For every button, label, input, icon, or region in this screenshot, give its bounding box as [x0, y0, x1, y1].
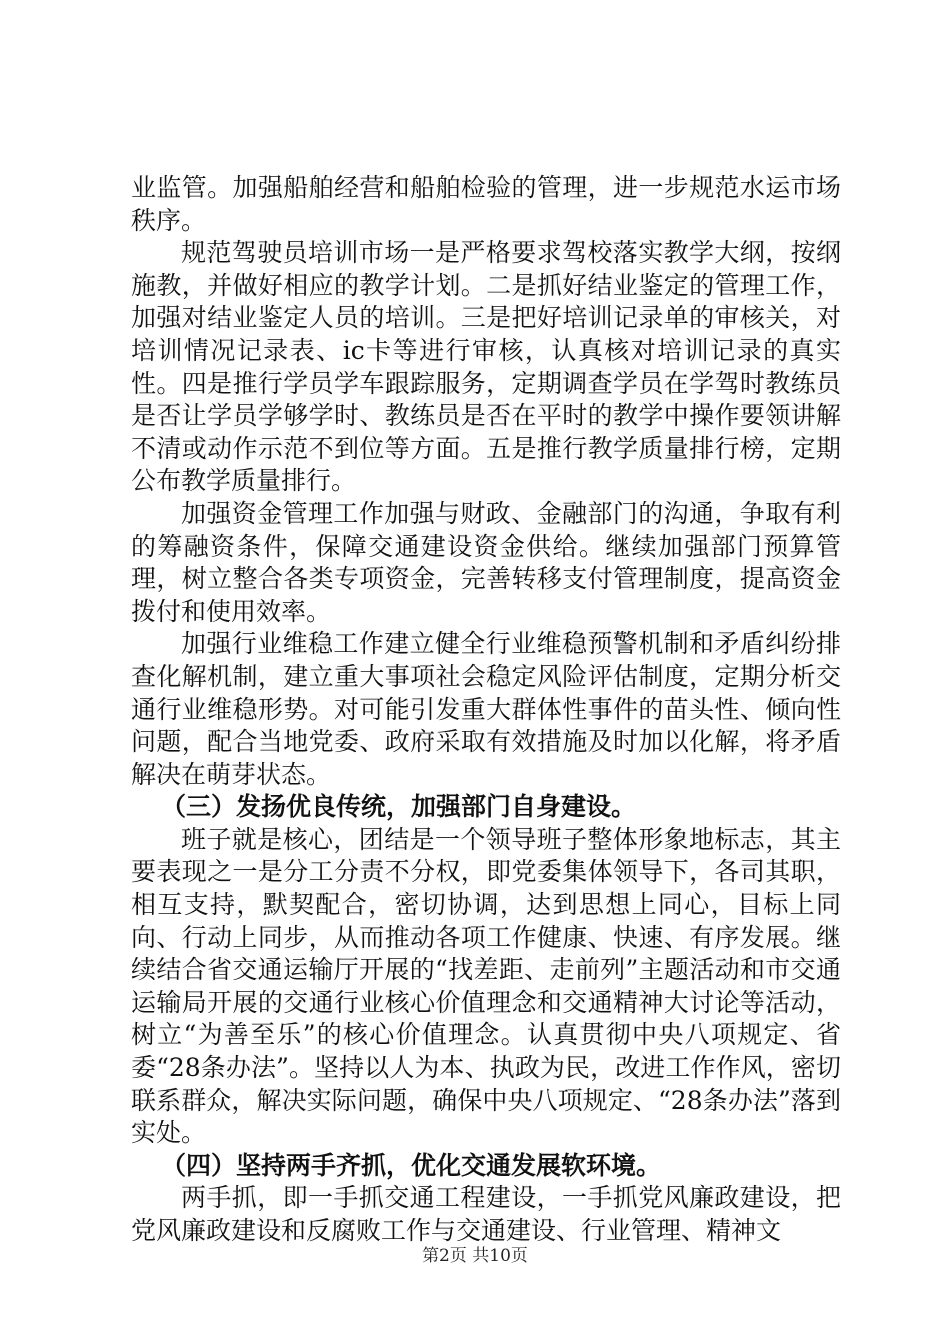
section-heading-three: （三）发扬优良传统，加强部门自身建设。 [161, 792, 637, 822]
paragraph-fund-management: 加强资金管理工作加强与财政、金融部门的沟通，争取有利的筹融资条件，保障交通建设资金供给。继续加强部门预算管理，树立整合各类专项资金，完善转移支付管理制度，提高资金拨付和使用效率。 [131, 498, 841, 626]
paragraph-driver-training: 规范驾驶员培训市场一是严格要求驾校落实教学大纲，按纲施教，并做好相应的教学计划。二是抓好结业鉴定的管理工作，加强对结业鉴定人员的培训。三是把好培训记录单的审核关，对培训情况记录表、ic卡等进行审核，认真核对培训记录的真实性。四是推行学员学车跟踪服务，定期调查学员在学驾时教练员是否让学员学够学时、教练员是否在平时的教学中操作要领讲解不清或动作示范不到位等方面。五是推行教学质量排行榜，定期公布教学质量排行。 [131, 238, 841, 496]
document-body [131, 172, 841, 1248]
paragraph-stability-work: 加强行业维稳工作建立健全行业维稳预警机制和矛盾纠纷排查化解机制，建立重大事项社会稳定风险评估制度，定期分析交通行业维稳形势。对可能引发重大群体性事件的苗头性、倾向性问题，配合当地党委、政府采取有效措施及时加以化解，将矛盾解决在萌芽状态。 [131, 629, 841, 789]
paragraph-continuation: 业监管。加强船舶经营和船舶检验的管理，进一步规范水运市场秩序。 [131, 173, 841, 235]
paragraph-two-hands: 两手抓，即一手抓交通工程建设，一手抓党风廉政建设，把党风廉政建设和反腐败工作与交通建设、行业管理、精神文 [131, 1183, 841, 1245]
page-footer: 第2页 共10页 [422, 1246, 528, 1266]
paragraph-leadership-team: 班子就是核心，团结是一个领导班子整体形象地标志，其主要表现之一是分工分责不分权，即党委集体领导下，各司其职，相互支持，默契配合，密切协调，达到思想上同心，目标上同向、行动上同步，从而推动各项工作健康、快速、有序发展。继续结合省交通运输厅开展的“找差距、走前列”主题活动和市交通运输局开展的交通行业核心价值理念和交通精神大讨论等活动，树立“为善至乐”的核心价值理念。认真贯彻中央八项规定、省委“28条办法”。坚持以人为本、执政为民，改进工作作风，密切联系群众，解决实际问题，确保中央八项规定、“28条办法”落到实处。 [131, 824, 841, 1148]
section-heading-four: （四）坚持两手齐抓，优化交通发展软环境。 [161, 1150, 662, 1180]
